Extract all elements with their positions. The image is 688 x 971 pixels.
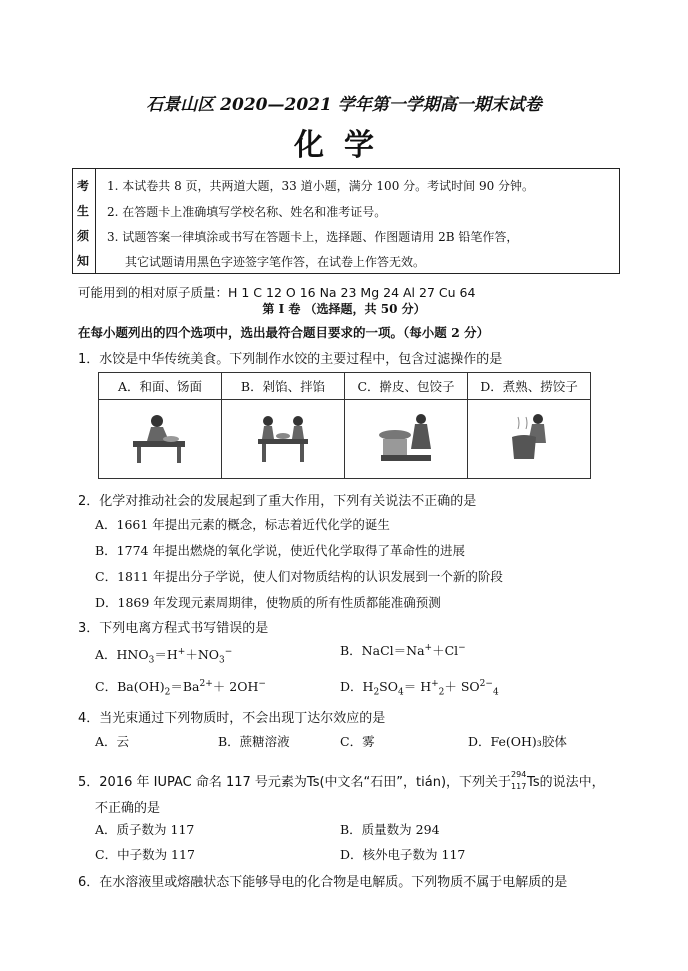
q4-option: A．云	[95, 734, 130, 749]
q5-option: A．质子数为 117	[95, 822, 195, 837]
chopping-filling-illustration	[222, 400, 345, 479]
boiling-dumplings-illustration	[468, 400, 591, 479]
notice-label	[73, 169, 96, 273]
q4-option: D．Fe(OH)₃胶体	[468, 734, 567, 749]
notice-label-char: 考	[77, 179, 90, 193]
q2-option: B．1774 年提出燃烧的氧化学说，使近代化学取得了革命性的进展	[95, 543, 465, 558]
dough-kneading-illustration	[99, 400, 222, 479]
question-stem: 4．当光束通过下列物质时，不会出现丁达尔效应的是	[78, 711, 386, 726]
section-heading: 第 I 卷 （选择题，共 50 分）	[262, 302, 426, 316]
question-stem: 5．2016 年 IUPAC 命名 117 号元素为Ts(中文名“石田”，tián)，下列关于 294 117 Ts的说法中，	[78, 769, 605, 791]
notice-label-char: 须	[77, 229, 90, 243]
question-stem: 1．水饺是中华传统美食。下列制作水饺的主要过程中，包含过滤操作的是	[78, 352, 503, 367]
wrapping-dumplings-illustration	[345, 400, 468, 479]
notice-label-char: 生	[77, 204, 90, 218]
question-stem-cont: 不正确的是	[95, 801, 161, 816]
q2-option: D．1869 年发现元素周期律，使物质的所有性质都能准确预测	[95, 595, 441, 610]
atomic-masses: 可能用到的相对原子质量：H 1 C 12 O 16 Na 23 Mg 24 Al 27 Cu 64	[78, 285, 476, 300]
q5-option: D．核外电子数为 117	[340, 847, 466, 862]
q1-option-label: C．擀皮、包饺子	[345, 373, 468, 400]
notice-line: 1. 本试卷共 8 页，共两道大题，33 道小题，满分 100 分。考试时间 90 分钟。	[107, 179, 535, 193]
notice-line: 2. 在答题卡上准确填写学校名称、姓名和准考证号。	[107, 205, 387, 219]
notice-line: 其它试题请用黑色字迹签字笔作答，在试卷上作答无效。	[125, 255, 426, 269]
question-stem: 6．在水溶液里或熔融状态下能够导电的化合物是电解质。下列物质不属于电解质的是	[78, 875, 568, 890]
question-stem: 3．下列电离方程式书写错误的是	[78, 621, 269, 636]
q1-option-label: D．煮熟、捞饺子	[468, 373, 591, 400]
q5-option: B．质量数为 294	[340, 822, 440, 837]
subject-title: 化学	[294, 128, 394, 163]
notice-box	[72, 168, 620, 274]
q4-option: C．雾	[340, 734, 375, 749]
q3-option-b: B．NaCl＝Na+＋Cl−	[340, 642, 466, 658]
q2-option: A．1661 年提出元素的概念，标志着近代化学的诞生	[95, 517, 390, 532]
q1-options-table	[98, 372, 591, 479]
q1-option-label: B．剁馅、拌馅	[222, 373, 345, 400]
q3-option-a: A．$HNO_3=H^++NO_3^-$	[95, 646, 233, 666]
exam-title: 石景山区 2020—2021 学年第一学期高一期末试卷	[146, 95, 542, 115]
notice-line: 3. 试题答案一律填涂或书写在答题卡上，选择题、作图题请用 2B 铅笔作答，	[107, 230, 519, 244]
q4-option: B．蔗糖溶液	[218, 734, 290, 749]
instruction: 在每小题列出的四个选项中，选出最符合题目要求的一项。（每小题 2 分）	[78, 325, 490, 340]
q5-option: C．中子数为 117	[95, 847, 195, 862]
q3-option-d: D．$H_2SO_4= H^+_2+ SO^{2-}_4$	[340, 678, 499, 698]
q1-option-label: A．和面、饧面	[99, 373, 222, 400]
notice-label-char: 知	[77, 254, 90, 268]
q2-option: C．1811 年提出分子学说，使人们对物质结构的认识发展到一个新的阶段	[95, 569, 503, 584]
q3-option-c: C．$Ba(OH)_2=Ba^{2+}+ 2OH^-$	[95, 678, 266, 698]
question-stem: 2．化学对推动社会的发展起到了重大作用，下列有关说法不正确的是	[78, 494, 477, 509]
